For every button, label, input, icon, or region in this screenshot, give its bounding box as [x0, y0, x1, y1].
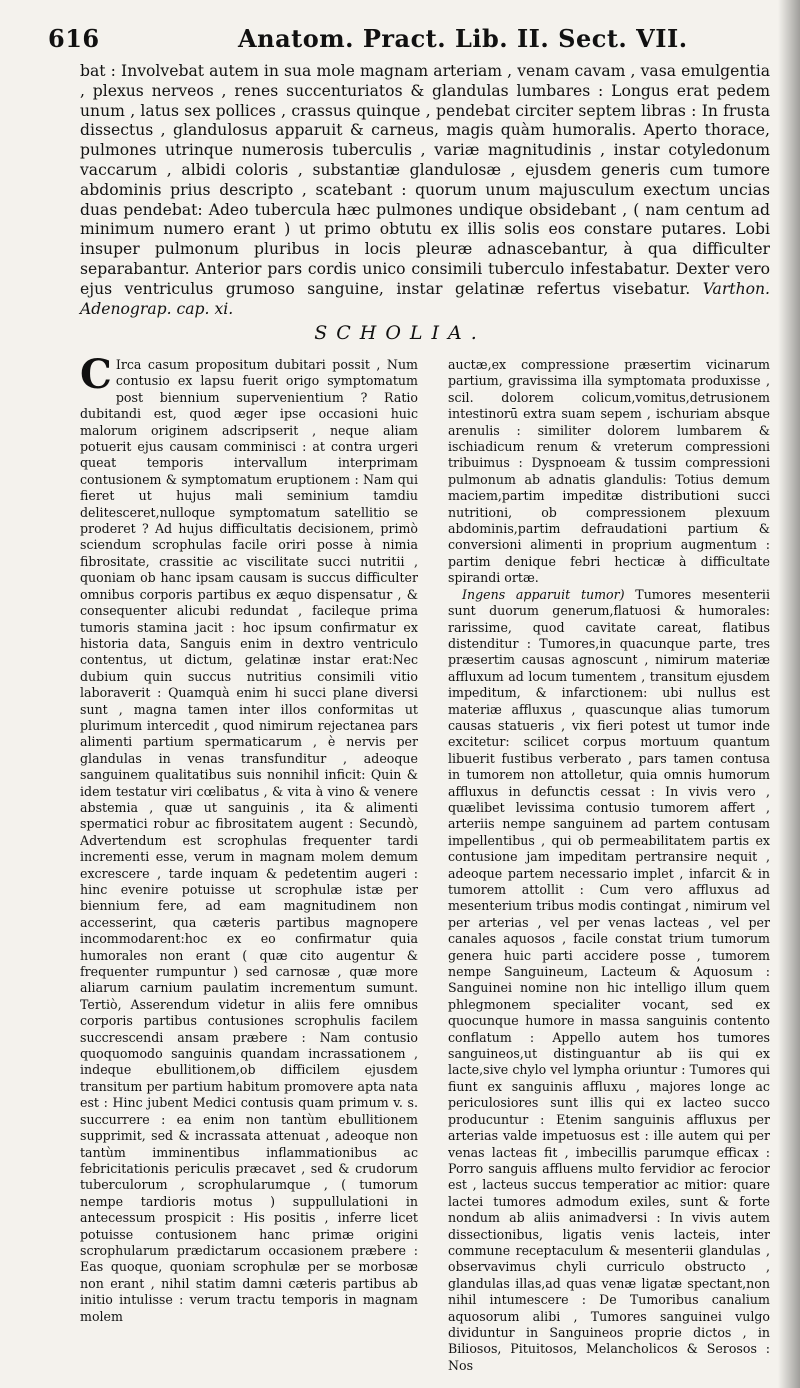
intro-text: bat : Involvebat autem in sua mole magnam arteriam , venam cavam , vasa emulgentia , plexus nerveos , renes succenturiatos & glandulas lumbares : Longus erat pedem unum , latus sex pollices , crassus quinque , pendebat circiter septem libras : In frusta dissectus , glandulosus apparuit & carneus, magis quàm humoralis. Aperto thorace, pulmones utrinque numerosis tuberculis , variæ magnitudinis , instar cotyledonum vaccarum , albidi coloris , substantiæ glandulosæ , ejusdem generis cum tumore abdominis prius descripto , scatebant : quorum unum majusculum exectum uncias duas pendebat: Adeo tubercula hæc pulmones undique obsidebant , ( nam centum ad minimum numero erant ) ut primo obtutu ex illis solis eos constare putares. Lobi insuper pulmonum pluribus in locis pleuræ adnascebantur, à qua difficulter separabantur. Anterior pars cordis unico consimili tuberculo infestabatur. Dexter vero ejus ventriculus grumoso sanguine, instar gelatinæ refertus visebatur. — [80, 62, 770, 298]
lemma: Ingens apparuit tumor) — [462, 586, 625, 602]
right-column-paragraph-1: auctæ,ex compressione præsertim vicinarum partium, gravissima illa symptomata produxisse , scil. dolorem colicum,vomitus,detrusionem intestinorū extra suam sepem , ischuriam absque arenulis : similiter dolorem lumbarem & ischiadicum renum & vreterum compressioni tribuimus : Dyspnoeam & tussim compressioni pulmonum ab adnatis glandulis: Totius demum maciem,partim impeditæ distributioni succi nutritioni, ob compressionem plexuum abdominis,partim defraudationi partium & conversioni alimenti in proprium augmentum : partim denique febri hecticæ à difficultate spirandi ortæ. — [448, 357, 770, 586]
citation: Varthon. Adenograp. cap. xi. — [80, 279, 770, 318]
left-column — [80, 357, 418, 1382]
page-header — [48, 20, 768, 60]
right-column-text-2: Tumores mesenterii sunt duorum generum,flatuosi & humorales: rarissime, quod cavitate careat, flatibus distenditur : Tumores,in quacunque parte, tres præsertim causas agnoscunt , nimirum materiæ affluxum ad locum tumentem , transitum ejusdem impeditum, & infarctionem: ubi nullus est materiæ affluxus , quascunque alias tumorum causas statueris , vix fieri potest ut tumor inde excitetur: scilicet corpus mortuum quantum libuerit fustibus verberato , pars tamen contusa in tumorem non attolletur, quia omnis humorum affluxus in defunctis cessat : In vivis vero , quælibet levissima contusio tumorem affert , arteriis nempe sanguinem ad partem contusam impellentibus , qui ob permeabilitatem partis ex contusione jam impeditam pertransire nequit , adeoque partem necessario implet , infarcit & in tumorem attollit : Cum vero affluxus ad mesenterium tribus modis contingat , nimirum vel per arterias , vel per venas lacteas , vel per canales aquosos , facile constat trium tumorum genera huic parti accidere posse , tumorem nempe Sanguineum, Lacteum & Aquosum : Sanguinei nomine non hic intelligo illum quem phlegmonem specialiter vocant, sed ex quocunque humore in massa sanguinis contento conflatum : Appello autem hos tumores sanguineos,ut distinguantur ab iis qui ex lacte,sive chylo vel lympha oriuntur : Tumores qui fiunt ex sanguinis affluxu , majores longe ac periculosiores sunt illis qui ex lacteo succo producuntur : Etenim sanguinis affluxus per arterias valde impetuosus est : ille autem qui per venas lacteas fit , imbecillis parumque efficax : Porro sanguis affluens multo fervidior ac ferocior est , lacteus succus temperatior ac mitior: quare lactei tumores admodum exiles, sunt & forte nondum ab aliis animadversi : In vivis autem dissectionibus, ligatis venis lacteis, inter commune receptaculum & mesenterii glandulas , observavimus chyli curriculo obstructo , glandulas illas,ad quas venæ ligatæ spectant,non nihil intumescere : De Tumoribus canalium aquosorum alibi , Tumores sanguinei vulgo dividuntur in Sanguineos proprie dictos , in Biliosos, Pituitosos, Melancholicos & Serosos : Nos — [448, 586, 770, 1373]
page-number: 616 — [48, 24, 100, 53]
right-column — [448, 357, 770, 1382]
left-column-text: Irca casum propositum dubitari possit , Num contusio ex lapsu fuerit origo symptomatum post biennium supervenientium ? Ratio dubitandi est, quod æger ipse occasioni huic malorum originem adscripserit , neque aliam potuerit ejus causam comminisci : at contra urgeri queat temporis intervallum interprimam contusionem & symptomatum eruptionem : Nam qui fieret ut hujus mali seminium tamdiu delitesceret,nulloque symptomatum satellitio se proderet ? Ad hujus difficultatis decisionem, primò sciendum scrophulas facile oriri posse à nimia fibrositate, crassitie ac viscilitate succi nutritii , quoniam ob hanc ipsam causam is succus difficulter omnibus corporis partibus ex æquo dispensatur , & consequenter alicubi redundat , facileque prima tumoris stamina jacit : hoc ipsum confirmatur ex historia data, Sanguis enim in dextro ventriculo contentus, ut dictum, gelatinæ instar erat:Nec dubium quin succus nutritius consimili vitio laboraverit : Quamquà enim hi succi plane diversi sunt , magna tamen inter illos conformitas ut plurimum intercedit , quod nimirum rejectanea pars alimenti partium spermaticarum , è nervis per glandulas in venas transfunditur , adeoque sanguinem qualitatibus suis nonnihil inficit: Quin & idem testatur viri cœlibatus , & vita à vino & venere abstemia , quæ ut sanguinis , ita & alimenti spermatici robur ac fibrositatem augent : Secundò, Advertendum est scrophulas frequenter tardi incrementi esse, verum in magnam molem demum excrescere , tarde inquam & pedetentim augeri : hinc evenire potuisse ut scrophulæ istæ per biennium fere, ad eam magnitudinem non accesserint, qua cæteris partibus magnopere incommodarent:hoc ex eo confirmatur quia humorales non erant ( quæ cito augentur & frequenter rumpuntur ) sed carnosæ , quæ more aliarum carnium paulatim incrementum sumunt. Tertiò, Asserendum videtur in aliis fere omnibus corporis partibus contusiones scrophulis facilem succrescendi ansam præbere : Nam contusio quoquomodo sanguinis quandam incrassationem , indeque ebullitionem,ob difficilem ejusdem transitum per partium habitum promovere apta nata est : Hinc jubent Medici contusis quam primum v. s. succurrere : ea enim non tantùm ebullitionem supprimit, sed & incrassata attenuat , adeoque non tantùm imminentibus inflammationibus ac febricitationis periculis præcavet , sed & crudorum tuberculorum , scrophularumque , ( tumorum nempe tardioris motus ) suppullulationi in antecessum prospicit : His positis , inferre licet potuisse contusionem hanc primæ origini scrophularum prædictarum occasionem præbere : Eas quoque, quoniam scrophulæ per se morbosæ non erant , nihil statim damni cæteris partibus ab initio intulisse : verum tractu temporis in magnam molem — [80, 357, 418, 1324]
section-title: SCHOLIA. — [314, 322, 486, 344]
drop-cap: C — [80, 357, 112, 398]
running-head: Anatom. Pract. Lib. II. Sect. VII. — [238, 24, 688, 53]
intro-paragraph — [80, 62, 770, 319]
right-column-paragraph-2 — [448, 587, 770, 1375]
